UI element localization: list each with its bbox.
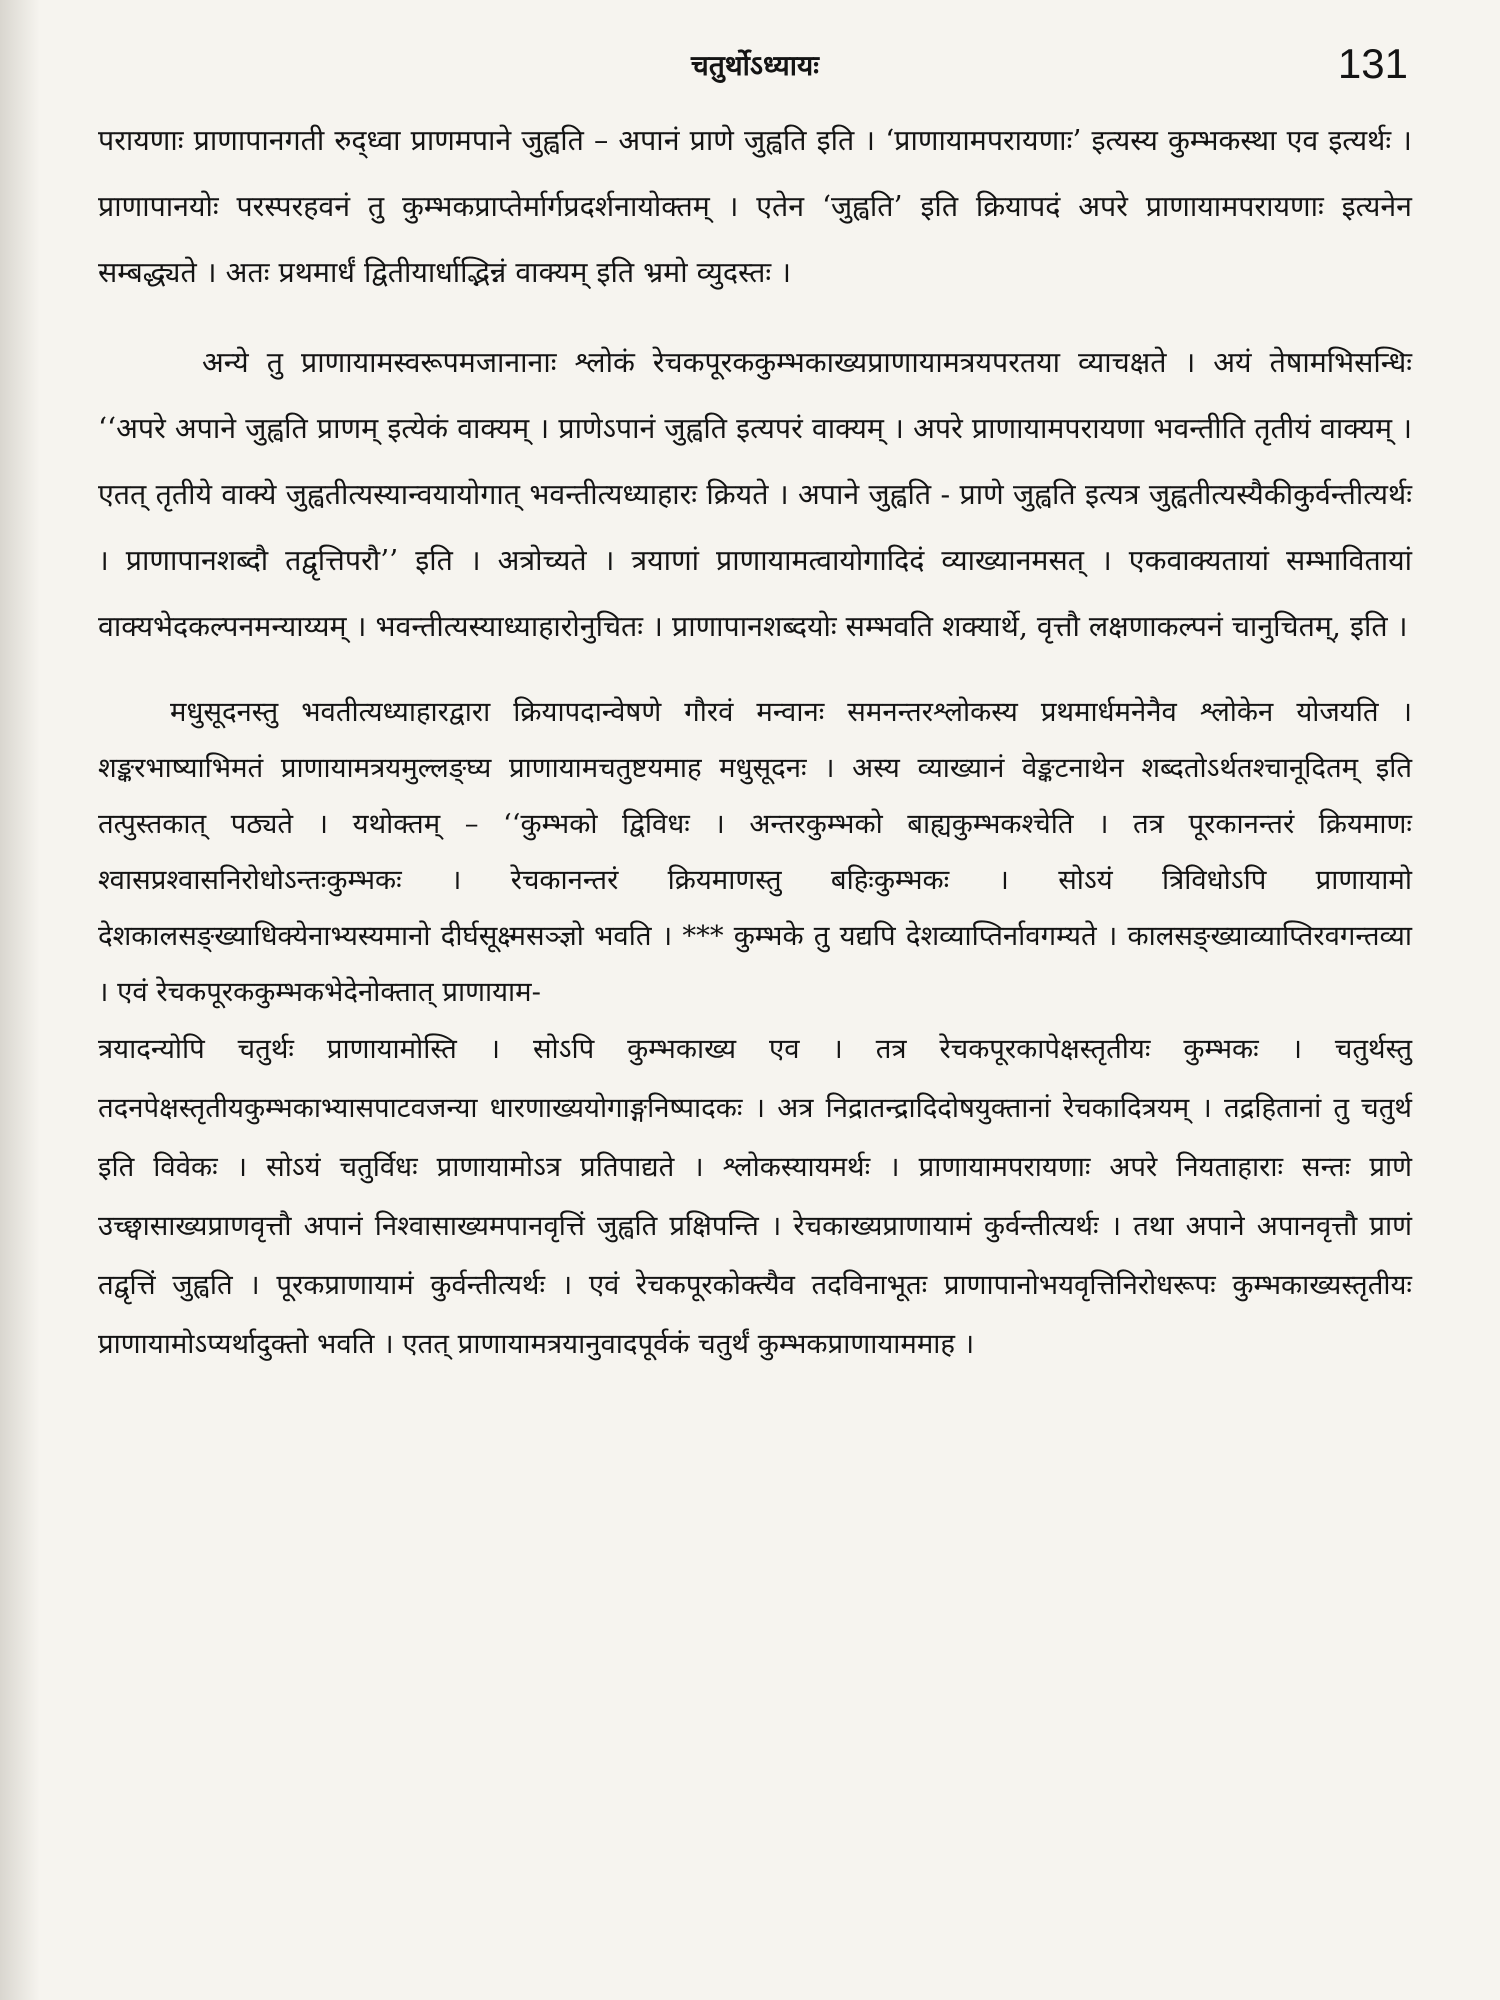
- paragraph-2: अन्ये तु प्राणायामस्वरूपमजानानाः श्लोकं रेचकपूरककुम्भकाख्यप्राणायामत्रयपरतया व्याचक्षते । अयं तेषामभिसन्धिः ‘‘अपरे अपाने जुह्वति प्राणम् इत्येकं वाक्यम् । प्राणेऽपानं जुह्वति इत्यपरं वाक्यम् । अपरे प्राणायामपरायणा भवन्तीति तृतीयं वाक्यम् । एतत् तृतीये वाक्ये जुह्वतीत्यस्यान्वयायोगात् भवन्तीत्यध्याहारः क्रियते । अपाने जुह्वति - प्राणे जुह्वति इत्यत्र जुह्वतीत्यस्यैकीकुर्वन्तीत्यर्थः । प्राणापानशब्दौ तद्वृत्तिपरौ’’ इति । अत्रोच्यते । त्रयाणां प्राणायामत्वायोगादिदं व्याख्यानमसत् । एकवाक्यतायां सम्भावितायां वाक्यभेदकल्पनमन्याय्यम् । भवन्तीत्यस्याध्याहारोनुचितः । प्राणापानशब्दयोः सम्भवति शक्यार्थे, वृत्तौ लक्षणाकल्पनं चानुचितम्, इति ।: [98, 346, 1412, 643]
- paragraph-3: मधुसूदनस्तु भवतीत्यध्याहारद्वारा क्रियापदान्वेषणे गौरवं मन्वानः समनन्तरश्लोकस्य प्रथमार्धमनेनैव श्लोकेन योजयति । शङ्करभाष्याभिमतं प्राणायामत्रयमुल्लङ्घ्य प्राणायामचतुष्टयमाह मधुसूदनः । अस्य व्याख्यानं वेङ्कटनाथेन शब्दतोऽर्थतश्चानूदितम् इति तत्पुस्तकात् पठ्यते । यथोक्तम् – ‘‘कुम्भको द्विविधः । अन्तरकुम्भको बाह्यकुम्भकश्चेति । तत्र पूरकानन्तरं क्रियमाणः श्वासप्रश्वासनिरोधोऽन्तःकुम्भकः । रेचकानन्तरं क्रियमाणस्तु बहिःकुम्भकः । सोऽयं त्रिविधोऽपि प्राणायामो देशकालसङ्ख्याधिक्येनाभ्यस्यमानो दीर्घसूक्ष्मसञ्ज्ञो भवति । *** कुम्भके तु यद्यपि देशव्याप्तिर्नावगम्यते । कालसङ्ख्याव्याप्तिरवगन्तव्या । एवं रेचकपूरककुम्भकभेदेनोक्तात् प्राणायाम-: [98, 696, 1412, 1008]
- paragraph-1: परायणाः प्राणापानगती रुद्ध्वा प्राणमपाने जुह्वति – अपानं प्राणे जुह्वति इति । ‘प्राणायामपरायणाः’ इत्यस्य कुम्भकस्था एव इत्यर्थः । प्राणापानयोः परस्परहवनं तु कुम्भकप्राप्तेर्मार्गप्रदर्शनायोक्तम् । एतेन ‘जुह्वति’ इति क्रियापदं अपरे प्राणायामपरायणाः इत्यनेन सम्बद्ध्यते । अतः प्रथमार्धं द्वितीयार्धाद्भिन्नं वाक्यम् इति भ्रमो व्युदस्तः ।: [98, 124, 1412, 289]
- page-header: [98, 40, 1412, 100]
- paragraph-3-continuation: त्रयादन्योपि चतुर्थः प्राणायामोस्ति । सोऽपि कुम्भकाख्य एव । तत्र रेचकपूरकापेक्षस्तृतीयः कुम्भकः । चतुर्थस्तु तदनपेक्षस्तृतीयकुम्भकाभ्यासपाटवजन्या धारणाख्ययोगाङ्गनिष्पादकः । अत्र निद्रातन्द्रादिदोषयुक्तानां रेचकादित्रयम् । तद्रहितानां तु चतुर्थ इति विवेकः । सोऽयं चतुर्विधः प्राणायामोऽत्र प्रतिपाद्यते । श्लोकस्यायमर्थः । प्राणायामपरायणाः अपरे नियताहाराः सन्तः प्राणे उच्छ्वासाख्यप्राणवृत्तौ अपानं निश्वासाख्यमपानवृत्तिं जुह्वति प्रक्षिपन्ति । रेचकाख्यप्राणायामं कुर्वन्तीत्यर्थः । तथा अपाने अपानवृत्तौ प्राणं तद्वृत्तिं जुह्वति । पूरकप्राणायामं कुर्वन्तीत्यर्थः । एवं रेचकपूरकोक्त्यैव तदविनाभूतः प्राणापानोभयवृत्तिनिरोधरूपः कुम्भकाख्यस्तृतीयः प्राणायामोऽप्यर्थादुक्तो भवति । एतत् प्राणायामत्रयानुवादपूर्वकं चतुर्थं कुम्भकप्राणायाममाह ।: [98, 1033, 1412, 1360]
- running-head: चतुर्थोऽध्यायः: [691, 49, 819, 82]
- page-number: 131: [1337, 40, 1408, 87]
